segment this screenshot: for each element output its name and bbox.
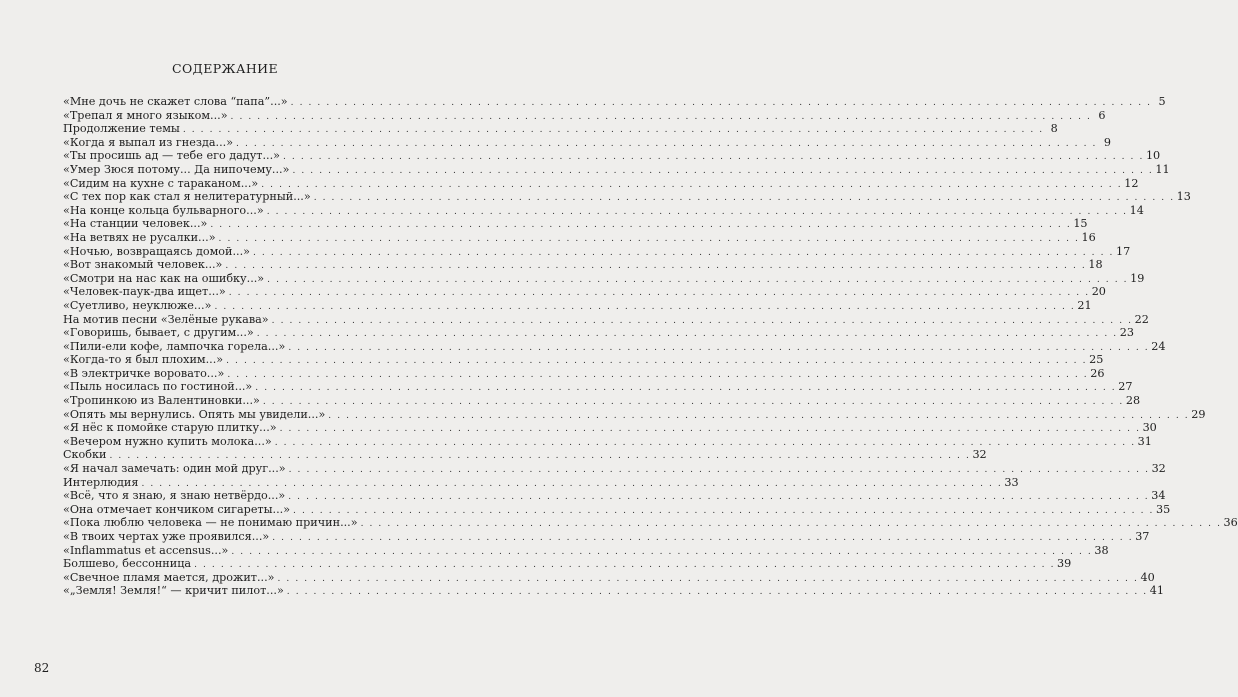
toc-entry-title: «Опять мы вернулись. Опять мы увидели...» — [63, 407, 326, 421]
toc-entry-title: «Ночью, возвращаясь домой...» — [63, 244, 251, 258]
toc-entry-title: «На станции человек...» — [63, 217, 208, 231]
toc-entry-title: «На ветвях не русалки...» — [63, 230, 216, 244]
toc-entry — [63, 190, 1191, 204]
toc-entry-page: 14 — [1129, 203, 1144, 217]
toc-entry — [63, 421, 1157, 435]
toc-entry-page: 15 — [1073, 217, 1088, 231]
toc-entry-title: Интерлюдия — [63, 475, 139, 489]
dot-leader — [291, 97, 1152, 111]
dot-leader — [361, 518, 1222, 532]
toc-entry-page: 9 — [1103, 135, 1111, 149]
toc-entry — [63, 162, 1170, 177]
toc-entry — [63, 244, 1131, 259]
toc-entry — [63, 217, 1088, 231]
toc-entry-title: «С тех пор как стал я нелитературный...» — [63, 190, 311, 204]
dot-leader — [314, 192, 1175, 206]
dot-leader — [292, 165, 1153, 179]
toc-entry-title: Болшево, бессонница — [63, 557, 192, 571]
dot-leader — [288, 491, 1149, 505]
toc-entry-page: 33 — [1004, 475, 1019, 489]
dot-leader — [210, 219, 1071, 233]
table-of-contents — [63, 95, 1238, 598]
toc-entry-page: 11 — [1155, 162, 1170, 176]
toc-entry-page: 32 — [1151, 462, 1166, 476]
toc-entry-page: 18 — [1088, 258, 1103, 272]
toc-entry-title: «„Земля! Земля!“ — кричит пилот...» — [63, 584, 284, 598]
toc-entry-title: «Смотри на нас как на ошибку...» — [63, 271, 265, 285]
toc-entry-page: 5 — [1158, 95, 1166, 108]
toc-entry-title: «Умер Зюся потому... Да нипочему...» — [63, 162, 290, 176]
dot-leader — [280, 423, 1141, 437]
toc-entry-title: Скобки — [63, 448, 107, 462]
toc-entry-page: 27 — [1118, 380, 1133, 394]
toc-entry-title: На мотив песни «Зелёные рукава» — [63, 312, 269, 326]
dot-leader — [278, 573, 1139, 587]
toc-entry-page: 10 — [1145, 149, 1161, 163]
toc-entry-page: 21 — [1077, 298, 1092, 312]
toc-entry-title: «Пили-ели кофе, лампочка горела...» — [63, 339, 286, 353]
dot-leader — [272, 315, 1133, 329]
dot-leader — [263, 396, 1124, 410]
toc-entry — [63, 285, 1106, 299]
toc-entry — [63, 530, 1150, 544]
toc-entry — [63, 312, 1149, 327]
toc-entry-page: 37 — [1135, 530, 1150, 543]
toc-entry-title: «Мне дочь не скажет слова “папа”...» — [63, 95, 288, 108]
page-title: СОДЕРЖАНИЕ — [172, 61, 278, 76]
dot-leader — [275, 437, 1136, 451]
toc-entry-title: «Человек-паук-два ищет...» — [63, 285, 226, 299]
dot-leader — [272, 532, 1133, 546]
toc-entry-page: 6 — [1098, 108, 1106, 122]
dot-leader — [229, 287, 1090, 301]
toc-entry-page: 26 — [1090, 366, 1105, 380]
toc-entry — [63, 462, 1166, 476]
toc-entry — [63, 434, 1152, 449]
toc-entry-title: «В твоих чертах уже проявился...» — [63, 530, 270, 543]
dot-leader — [219, 233, 1080, 247]
dot-leader — [253, 247, 1114, 261]
toc-entry-title: «Говоришь, бывает, с другим...» — [63, 326, 254, 340]
toc-entry-title: «Сидим на кухне с тараканом...» — [63, 176, 259, 190]
toc-entry-page: 38 — [1094, 543, 1109, 557]
dot-leader — [236, 138, 1097, 152]
toc-entry-page: 16 — [1081, 230, 1096, 244]
toc-entry-page: 41 — [1149, 584, 1164, 598]
dot-leader — [288, 342, 1149, 356]
toc-entry-page: 29 — [1191, 407, 1206, 421]
toc-entry-page: 34 — [1151, 489, 1166, 503]
toc-entry-page: 8 — [1050, 122, 1058, 136]
toc-entry-title: «Пока люблю человека — не понимаю причин...» — [63, 516, 358, 530]
toc-entry-title: «Трепал я много языком...» — [63, 108, 228, 122]
toc-entry — [63, 448, 987, 462]
toc-entry-page: 32 — [972, 448, 987, 462]
toc-entry-page: 24 — [1151, 339, 1166, 353]
dot-leader — [257, 328, 1118, 342]
toc-entry-title: «Я начал замечать: один мой друг...» — [63, 462, 286, 476]
toc-entry — [63, 108, 1106, 123]
dot-leader — [214, 301, 1075, 315]
dot-leader — [194, 559, 1055, 573]
toc-entry — [63, 353, 1104, 367]
dot-leader — [287, 586, 1148, 600]
dot-leader — [231, 111, 1092, 125]
dot-leader — [293, 505, 1154, 519]
toc-entry — [63, 366, 1105, 381]
toc-entry-page: 19 — [1130, 271, 1145, 285]
toc-entry — [63, 380, 1133, 394]
toc-entry — [63, 407, 1206, 422]
toc-entry-page: 39 — [1057, 557, 1072, 571]
toc-entry-page: 23 — [1119, 326, 1134, 340]
dot-leader — [226, 355, 1087, 369]
dot-leader — [283, 151, 1144, 165]
toc-entry-title: «Свечное пламя мается, дрожит...» — [63, 570, 275, 584]
toc-entry — [63, 135, 1111, 150]
toc-entry-page: 25 — [1089, 353, 1104, 367]
toc-entry-page: 31 — [1137, 434, 1152, 448]
toc-entry-title: «Когда я выпал из гнезда...» — [63, 135, 234, 149]
toc-entry — [63, 122, 1058, 136]
toc-entry — [63, 271, 1145, 286]
toc-entry-page: 12 — [1124, 176, 1139, 190]
page-number: 82 — [34, 661, 50, 675]
toc-entry-page: 17 — [1115, 244, 1131, 258]
toc-entry — [63, 584, 1164, 598]
dot-leader — [227, 369, 1088, 383]
toc-entry-title: «Пыль носилась по гостиной...» — [63, 380, 253, 394]
toc-entry — [63, 502, 1171, 517]
toc-entry-title: «Она отмечает кончиком сигареты...» — [63, 502, 291, 516]
dot-leader — [231, 546, 1092, 560]
toc-entry-title: «Вечером нужно купить молока...» — [63, 434, 272, 448]
toc-entry-title: «В электричке воровато...» — [63, 366, 225, 380]
toc-entry — [63, 203, 1144, 218]
dot-leader — [328, 410, 1189, 424]
toc-entry-page: 30 — [1142, 421, 1157, 435]
toc-entry — [63, 258, 1103, 272]
toc-entry-page: 22 — [1134, 312, 1149, 326]
dot-leader — [183, 124, 1044, 138]
toc-entry — [63, 516, 1238, 530]
toc-entry-page: 13 — [1176, 190, 1191, 204]
toc-entry-title: «Inflammatus et accensus...» — [63, 543, 229, 557]
toc-entry-title: «Ты просишь ад — тебе его дадут...» — [63, 149, 280, 163]
toc-entry — [63, 339, 1166, 354]
toc-entry-title: «Суетливо, неуклюже...» — [63, 298, 212, 312]
toc-entry-title: «Когда-то я был плохим...» — [63, 353, 224, 367]
toc-entry-title: «Я нёс к помойке старую плитку...» — [63, 421, 277, 435]
toc-entry-title: «Всё, что я знаю, я знаю нетвёрдо...» — [63, 489, 286, 503]
toc-entry — [63, 176, 1139, 191]
toc-entry-title: «На конце кольца бульварного...» — [63, 203, 264, 217]
dot-leader — [225, 260, 1086, 274]
toc-entry — [63, 230, 1096, 245]
toc-entry — [63, 475, 1019, 490]
toc-entry — [63, 326, 1134, 340]
toc-entry — [63, 570, 1155, 585]
toc-entry-page: 40 — [1140, 570, 1155, 584]
dot-leader — [267, 206, 1128, 220]
toc-entry — [63, 557, 1072, 571]
toc-entry-page: 28 — [1125, 394, 1141, 408]
toc-entry-title: «Тропинкою из Валентиновки...» — [63, 394, 260, 408]
toc-entry-page: 20 — [1091, 285, 1106, 299]
dot-leader — [261, 179, 1122, 193]
dot-leader — [255, 382, 1116, 396]
dot-leader — [267, 274, 1128, 288]
toc-entry — [63, 489, 1166, 503]
toc-entry-page: 35 — [1156, 502, 1171, 516]
toc-entry — [63, 95, 1166, 109]
toc-entry — [63, 394, 1141, 408]
toc-entry-title: «Вот знакомый человек...» — [63, 258, 223, 272]
dot-leader — [289, 464, 1150, 478]
toc-entry-title: Продолжение темы — [63, 122, 180, 136]
toc-entry — [63, 149, 1161, 163]
toc-entry — [63, 543, 1109, 558]
toc-entry — [63, 298, 1092, 313]
toc-entry-page: 36 — [1223, 516, 1238, 530]
